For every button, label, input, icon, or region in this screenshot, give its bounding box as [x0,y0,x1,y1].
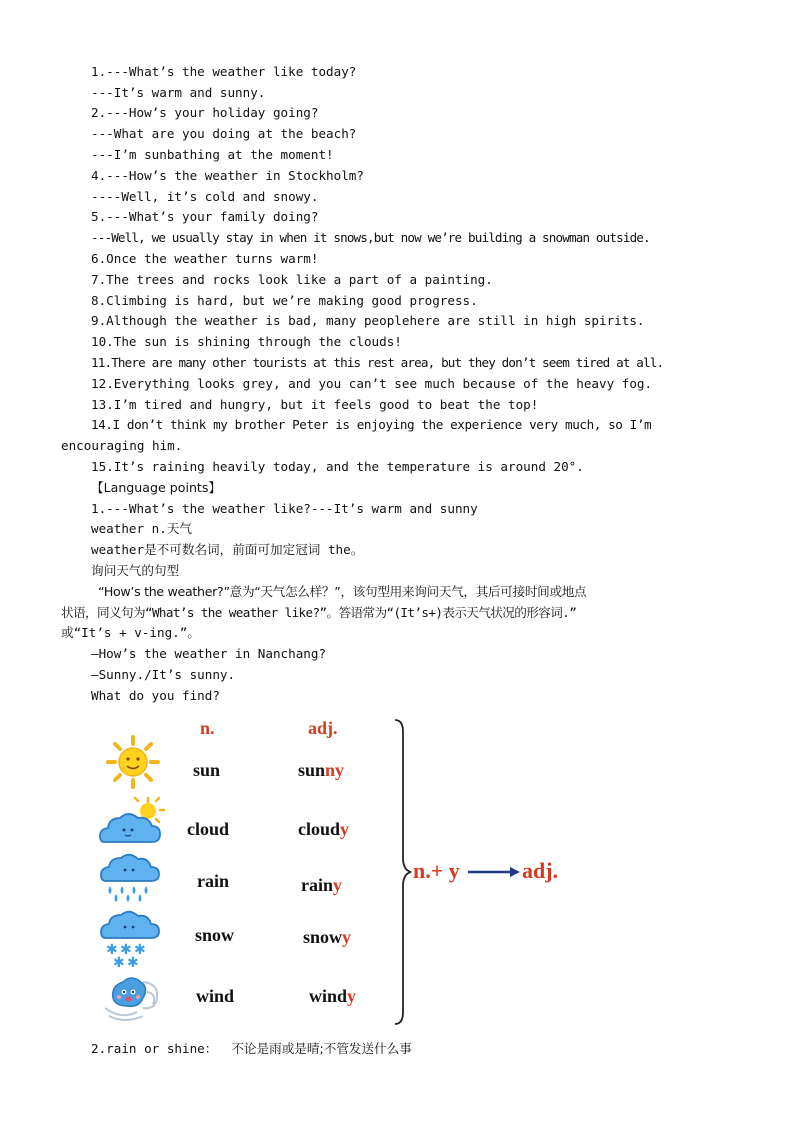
text-line: 8.Climbing is hard, but we’re making good progress. [91,293,478,308]
text-line: 15.It’s raining heavily today, and the temperature is around 20°. [91,459,584,474]
noun-word: sun [193,760,221,780]
text-line: ---I’m sunbathing at the moment! [91,147,334,162]
text-line: encouraging him. [61,438,183,453]
rain-cloud-icon [100,853,160,903]
text-line: ----Well, it’s cold and snowy. [91,189,319,204]
adj-word [309,986,356,1007]
text-line: ---What are you doing at the beach? [91,126,357,141]
vocab-term: 2.rain or shine： [91,1041,218,1056]
vocab-meaning: 不论是雨或是晴;不管发送什么事 [231,1041,412,1056]
text-line: 或“It’s + v-ing.”。 [61,625,200,640]
adj-stem: cloud [298,819,341,839]
arrow-right-icon [468,866,520,878]
cloud-sun-icon [98,796,166,848]
text-line: 11.There are many other tourists at this rest area, but they don’t seem tired at all. [91,355,664,370]
svg-text:✱: ✱ [127,955,139,971]
adj-suffix: y [340,819,350,839]
text-line: —Sunny./It’s sunny. [91,667,236,682]
svg-text:✱: ✱ [106,942,118,958]
formula-right: adj. [522,858,559,883]
noun-word: wind [196,986,235,1006]
text-line: 状语，同义句为“What’s the weather like?”。答语常为“(It’s+)表示天气状况的形容词.” [61,605,577,620]
text-line: What do you find? [91,688,220,703]
text-line: 2.---How’s your holiday going? [91,105,319,120]
text-line: ---It’s warm and sunny. [91,85,266,100]
noun-word: rain [197,871,230,891]
adj-word [298,760,344,781]
text-line: 5.---What’s your family doing? [91,209,319,224]
adj-word [303,927,351,948]
text-line: 6.Once the weather turns warm! [91,251,319,266]
adj-suffix: y [333,875,343,895]
text-line: 12.Everything looks grey, and you can’t see much because of the heavy fog. [91,376,653,391]
adj-stem: rain [301,875,334,895]
text-line: “How’s the weather?”意为“天气怎么样？”，该句型用来询问天气，其后可接时间或地点 [98,584,587,599]
noun-column-header: n. [200,718,215,738]
adj-word [301,875,342,896]
noun-word: snow [195,925,235,945]
snow-cloud-icon [100,910,160,971]
formula-left: n.+ y [413,858,460,883]
text-line: 1.---What’s the weather like today? [91,64,357,79]
text-line: 7.The trees and rocks look like a part of a painting. [91,272,493,287]
adj-column-header: adj. [308,718,338,738]
text-line: 10.The sun is shining through the clouds! [91,334,402,349]
adj-word [298,819,349,840]
text-line: 14.I don’t think my brother Peter is enjoying the experience very much, so I’m [91,417,652,432]
svg-text:✱: ✱ [120,942,132,958]
text-line: 1.---What’s the weather like?---It’s warm and sunny [91,501,478,516]
wind-icon [103,970,163,1022]
adj-stem: snow [303,927,343,947]
noun-word: cloud [187,819,230,839]
vocab-item [91,1041,412,1057]
adj-suffix: ny [325,760,345,780]
curly-brace [393,718,413,1026]
adj-suffix: y [347,986,357,1006]
sun-icon [105,734,161,790]
text-line: 13.I’m tired and hungry, but it feels good to beat the top! [91,397,539,412]
adj-suffix: y [342,927,352,947]
adj-stem: sun [298,760,326,780]
text-line: weather是不可数名词，前面可加定冠词 the。 [91,542,364,557]
svg-text:✱: ✱ [113,955,125,971]
adj-stem: wind [309,986,348,1006]
text-line: 9.Although the weather is bad, many peoplehere are still in high spirits. [91,313,645,328]
text-line: ---Well, we usually stay in when it snows,but now we’re building a snowman outside. [91,230,650,245]
text-line: 4.---How’s the weather in Stockholm? [91,168,364,183]
text-line: 询问天气的句型 [91,563,180,578]
text-line: weather n.天气 [91,521,193,536]
section-heading: 【Language points】 [91,480,222,495]
svg-text:✱: ✱ [134,942,146,958]
text-line: —How’s the weather in Nanchang? [91,646,327,661]
